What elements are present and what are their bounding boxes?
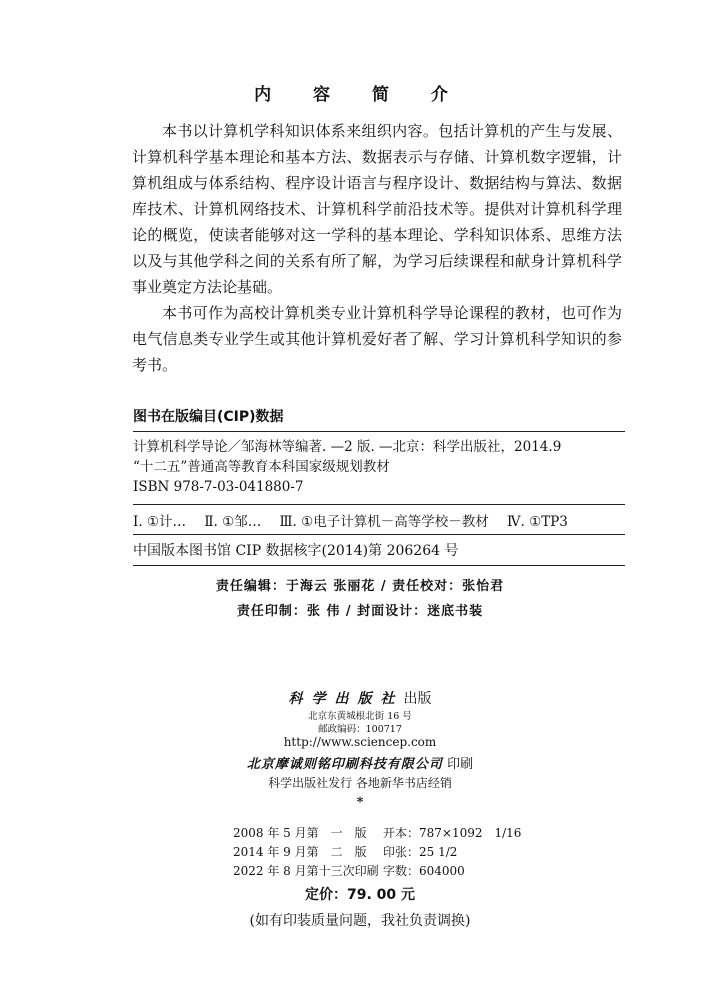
separator-star: * (356, 795, 364, 810)
cip-number: 中国版本图书馆 CIP 数据核字(2014)第 206264 号 (133, 543, 459, 559)
edition-row (233, 843, 457, 860)
editors-line: 责任编辑：于海云 张丽花 / 责任校对：张怡君 (215, 579, 505, 594)
intro-paragraph: 本书以计算机学科知识体系来组织内容。包括计算机的产生与发展、计算机科学基本理论和基本方法、数据表示与存储、计算机数字逻辑，计算机组成与体系结构、程序设计语言与程序设计、数据结构与算法、数据库技术、计算机网络技术、计算机科学前沿技术等。提供对计算机科学理论的概览，使读者能够对这一学科的基本理论、学科知识体系、思维方法以及与其他学科之间的关系有所了解，为学习后续课程和献身计算机科学事业奠定方法论基础。 (132, 122, 622, 296)
cip-isbn: ISBN 978-7-03-041880-7 (133, 479, 304, 495)
divider (133, 504, 625, 505)
publisher-suffix: 出版 (403, 691, 432, 707)
page-title: 内 容 简 介 (254, 85, 466, 105)
intro-text (132, 118, 622, 378)
publisher-name (0, 688, 720, 708)
quality-note: (如有印装质量问题，我社负责调换) (249, 913, 471, 929)
cip-title-line: 计算机科学导论／邹海林等编著. —2 版. —北京：科学出版社，2014.9 (133, 439, 562, 455)
printer-suffix: 印刷 (447, 757, 474, 772)
publisher-logo-text: 科学出版社 (288, 691, 404, 707)
editors-line: 责任印制：张 伟 / 封面设计：迷底书装 (236, 604, 484, 619)
cip-class-item: Ⅳ. ①TP3 (507, 514, 568, 530)
intro-paragraph: 本书可作为高校计算机类专业计算机科学导论课程的教材，也可作为电气信息类专业学生或其他计算机爱好者了解、学习计算机科学知识的参考书。 (132, 304, 622, 374)
cip-heading: 图书在版编目(CIP)数据 (133, 409, 284, 425)
price: 定价：79. 00 元 (304, 887, 416, 903)
cip-series-line: “十二五”普通高等教育本科国家级规划教材 (133, 459, 390, 475)
divider (133, 534, 625, 535)
cip-class-item: Ⅲ. ①电子计算机－高等学校－教材 (279, 514, 489, 530)
edition-date: 2008 年 5 月第 一 版 (233, 826, 367, 840)
publisher-url: http://www.sciencep.com (283, 735, 437, 749)
cip-classification (133, 510, 582, 530)
edition-row (233, 824, 521, 841)
cip-record (133, 437, 561, 497)
publisher-zip: 邮政编码：100717 (318, 724, 402, 735)
divider (133, 565, 625, 566)
distribution-line: 科学出版社发行 各地新华书店经销 (268, 776, 452, 790)
printer-line (0, 753, 720, 772)
cip-class-item: Ⅱ. ①邹… (204, 514, 262, 530)
edition-row (233, 862, 465, 879)
edition-date: 2022 年 8 月第十三次印刷 (233, 864, 379, 878)
cip-class-item: Ⅰ. ①计… (133, 514, 187, 530)
edition-date: 2014 年 9 月第 二 版 (233, 845, 367, 859)
edition-spec: 开本：787×1092 1/16 (383, 826, 522, 840)
publisher-address: 北京东黄城根北街 16 号 (308, 711, 412, 722)
divider (133, 431, 625, 432)
edition-spec: 印张：25 1/2 (383, 845, 458, 859)
printer-name: 北京摩诚则铭印刷科技有限公司 (246, 757, 443, 772)
edition-spec: 字数：604000 (383, 864, 465, 878)
